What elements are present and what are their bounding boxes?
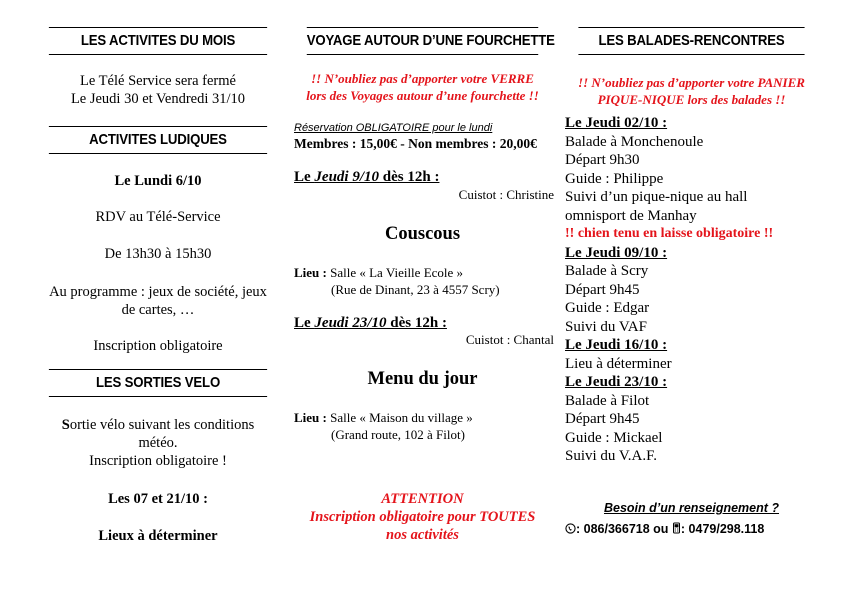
attention-line-2: Inscription obligatoire pour TOUTES bbox=[309, 509, 536, 525]
programme-line-1: Au programme : jeux de société, jeux bbox=[49, 284, 267, 300]
balade-detail: Guide : Mickael bbox=[565, 429, 663, 446]
activites-du-mois-heading: LES ACTIVITES DU MOIS bbox=[49, 27, 267, 55]
verre-warning-line-1: !! N’oubliez pas d’apporter votre VERRE bbox=[311, 71, 534, 86]
attention-line-1: ATTENTION bbox=[381, 491, 464, 507]
balade-detail: Balade à Monchenoule bbox=[565, 133, 704, 150]
event1-date-line bbox=[294, 168, 554, 186]
balade-detail: Départ 9h45 bbox=[565, 281, 640, 298]
panier-warning bbox=[563, 74, 820, 108]
event2-date: Jeudi 23/10 bbox=[314, 315, 387, 331]
phone-number: : 086/366718 ou bbox=[576, 522, 669, 536]
voyage-fourchette-heading: VOYAGE AUTOUR D’UNE FOURCHETTE bbox=[307, 27, 538, 55]
event1-suffix: dès 12h : bbox=[379, 169, 440, 185]
event2-location bbox=[294, 409, 554, 443]
event1-address: (Rue de Dinant, 23 à 4557 Scry) bbox=[331, 282, 500, 297]
event1-cook: Cuistot : Christine bbox=[458, 187, 554, 202]
event1-date: Jeudi 9/10 bbox=[314, 169, 380, 185]
balade-detail: Suivi d’un pique-nique au hall bbox=[565, 189, 748, 205]
closure-notice bbox=[34, 72, 282, 108]
contact-phones bbox=[565, 520, 820, 538]
balade-date: Le Jeudi 16/10 : bbox=[565, 337, 668, 353]
velo-lieux: Lieux à déterminer bbox=[98, 528, 218, 544]
velo-intro-rest: ortie vélo suivant les conditions bbox=[69, 417, 255, 433]
velo-dates: Les 07 et 21/10 : bbox=[108, 491, 208, 507]
attention-line-3: nos activités bbox=[386, 527, 459, 543]
closure-line-1: Le Télé Service sera fermé bbox=[80, 73, 236, 89]
event2-cook: Cuistot : Chantal bbox=[465, 332, 554, 347]
verre-warning-line-2: lors des Voyages autour d’une fourchette !! bbox=[306, 88, 539, 103]
balade-date: Le Jeudi 02/10 : bbox=[565, 115, 668, 131]
balades-list bbox=[565, 114, 820, 466]
balade-detail: Départ 9h45 bbox=[565, 411, 640, 427]
event1-prefix: Le bbox=[294, 169, 315, 185]
balade-detail: Guide : Edgar bbox=[565, 300, 650, 316]
panier-warning-line-2: PIQUE-NIQUE lors des balades !! bbox=[597, 92, 786, 107]
event2-lieu-label: Lieu : bbox=[294, 410, 327, 425]
balade-date: Le Jeudi 23/10 : bbox=[565, 374, 668, 390]
event1-lieu-label: Lieu : bbox=[294, 265, 327, 280]
sorties-velo-heading: LES SORTIES VELO bbox=[49, 369, 267, 397]
event2-lieu-value: Salle « Maison du village » bbox=[326, 410, 473, 425]
event2-dish: Menu du jour bbox=[367, 369, 478, 389]
ludiques-inscription: Inscription obligatoire bbox=[93, 338, 223, 354]
contact-question: Besoin d’un renseignement ? bbox=[603, 501, 780, 515]
reservation-note: Réservation OBLIGATOIRE pour le lundi bbox=[294, 122, 493, 134]
balade-detail: Suivi du V.A.F. bbox=[565, 448, 658, 464]
velo-inscription: Inscription obligatoire ! bbox=[89, 453, 227, 469]
activites-ludiques-heading: ACTIVITES LUDIQUES bbox=[49, 126, 267, 154]
programme-line-2: de cartes, … bbox=[121, 302, 195, 318]
ludiques-programme bbox=[34, 283, 282, 319]
event1-dish: Couscous bbox=[384, 224, 461, 244]
ludiques-hours: De 13h30 à 15h30 bbox=[104, 246, 212, 262]
prices: Membres : 15,00€ - Non membres : 20,00€ bbox=[294, 136, 537, 151]
balade-detail: Lieu à déterminer bbox=[565, 355, 672, 372]
ludiques-rdv: RDV au Télé-Service bbox=[95, 209, 221, 225]
event1-lieu-value: Salle « La Vieille Ecole » bbox=[326, 265, 464, 280]
balade-detail: Départ 9h30 bbox=[565, 152, 640, 168]
event1-location bbox=[294, 264, 554, 298]
balade-detail: Balade à Scry bbox=[565, 263, 649, 279]
event2-address: (Grand route, 102 à Filot) bbox=[331, 427, 465, 442]
velo-intro bbox=[34, 416, 282, 470]
attention-notice bbox=[291, 490, 554, 544]
event2-suffix: dès 12h : bbox=[386, 315, 447, 331]
balade-detail: omnisport de Manhay bbox=[565, 207, 697, 224]
balades-rencontres-heading: LES BALADES-RENCONTRES bbox=[578, 27, 804, 55]
velo-intro-line-2: météo. bbox=[138, 435, 178, 451]
event2-prefix: Le bbox=[294, 315, 315, 331]
verre-warning bbox=[291, 70, 554, 104]
ludiques-date: Le Lundi 6/10 bbox=[114, 173, 202, 189]
mobile-phone-icon bbox=[672, 522, 681, 534]
event2-date-line bbox=[294, 314, 554, 332]
mobile-number: : 0479/298.118 bbox=[680, 522, 765, 536]
telephone-icon bbox=[565, 523, 576, 534]
balade-detail: Balade à Filot bbox=[565, 392, 650, 409]
balade-date: Le Jeudi 09/10 : bbox=[565, 244, 668, 261]
velo-intro-initial: S bbox=[61, 417, 70, 433]
balade-detail: Guide : Philippe bbox=[565, 170, 664, 187]
closure-line-2: Le Jeudi 30 et Vendredi 31/10 bbox=[70, 91, 246, 107]
dog-leash-alert: !! chien tenu en laisse obligatoire !! bbox=[565, 226, 774, 241]
panier-warning-line-1: !! N’oubliez pas d’apporter votre PANIER bbox=[578, 75, 805, 90]
balade-detail: Suivi du VAF bbox=[565, 318, 647, 335]
